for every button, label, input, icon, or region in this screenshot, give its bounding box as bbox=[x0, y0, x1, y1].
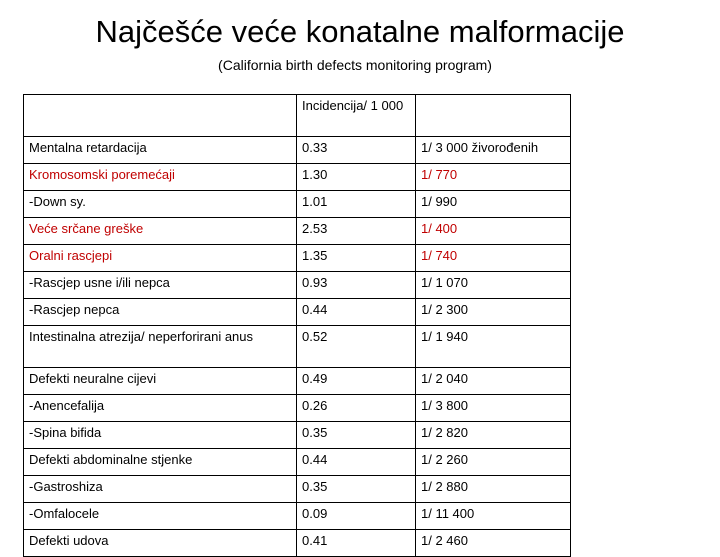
row-incidence-cell: 0.44 bbox=[297, 299, 416, 326]
row-name-cell: -Gastroshiza bbox=[24, 476, 297, 503]
row-ratio-cell: 1/ 1 940 bbox=[416, 326, 571, 368]
row-incidence-cell: 1.30 bbox=[297, 164, 416, 191]
table-row bbox=[24, 299, 571, 326]
row-ratio-cell: 1/ 2 260 bbox=[416, 449, 571, 476]
table-row bbox=[24, 245, 571, 272]
row-ratio-cell: 1/ 3 800 bbox=[416, 395, 571, 422]
row-ratio-cell: 1/ 3 000 živorođenih bbox=[416, 137, 571, 164]
table-row bbox=[24, 272, 571, 299]
header-cell bbox=[24, 95, 297, 137]
row-ratio-cell: 1/ 2 460 bbox=[416, 530, 571, 557]
row-ratio-cell: 1/ 400 bbox=[416, 218, 571, 245]
table-row bbox=[24, 422, 571, 449]
table-row bbox=[24, 395, 571, 422]
table-header-row bbox=[24, 95, 571, 137]
table-row bbox=[24, 218, 571, 245]
row-ratio-cell: 1/ 2 820 bbox=[416, 422, 571, 449]
row-incidence-cell: 0.44 bbox=[297, 449, 416, 476]
row-name-cell: Kromosomski poremećaji bbox=[24, 164, 297, 191]
row-incidence-cell: 0.35 bbox=[297, 422, 416, 449]
row-name-cell: -Anencefalija bbox=[24, 395, 297, 422]
row-name-cell: -Rascjep usne i/ili nepca bbox=[24, 272, 297, 299]
malformations-table bbox=[23, 94, 571, 557]
row-name-cell: Intestinalna atrezija/ neperforirani anus bbox=[24, 326, 297, 368]
table-row bbox=[24, 164, 571, 191]
page-title: Najčešće veće konatalne malformacije bbox=[95, 14, 625, 49]
row-ratio-cell: 1/ 1 070 bbox=[416, 272, 571, 299]
header-cell bbox=[416, 95, 571, 137]
page-subtitle: (California birth defects monitoring program) bbox=[218, 57, 492, 73]
row-incidence-cell: 2.53 bbox=[297, 218, 416, 245]
row-incidence-cell: 0.35 bbox=[297, 476, 416, 503]
row-name-cell: Mentalna retardacija bbox=[24, 137, 297, 164]
row-incidence-cell: 0.93 bbox=[297, 272, 416, 299]
row-ratio-cell: 1/ 11 400 bbox=[416, 503, 571, 530]
row-incidence-cell: 0.33 bbox=[297, 137, 416, 164]
row-incidence-cell: 0.41 bbox=[297, 530, 416, 557]
row-name-cell: Defekti abdominalne stjenke bbox=[24, 449, 297, 476]
table-row bbox=[24, 137, 571, 164]
table-row bbox=[24, 503, 571, 530]
row-ratio-cell: 1/ 770 bbox=[416, 164, 571, 191]
row-incidence-cell: 1.35 bbox=[297, 245, 416, 272]
row-name-cell: -Rascjep nepca bbox=[24, 299, 297, 326]
row-ratio-cell: 1/ 740 bbox=[416, 245, 571, 272]
table-row bbox=[24, 191, 571, 218]
row-name-cell: -Down sy. bbox=[24, 191, 297, 218]
table-row bbox=[24, 368, 571, 395]
row-incidence-cell: 0.49 bbox=[297, 368, 416, 395]
row-name-cell: Defekti udova bbox=[24, 530, 297, 557]
row-name-cell: Defekti neuralne cijevi bbox=[24, 368, 297, 395]
table-row bbox=[24, 326, 571, 368]
row-ratio-cell: 1/ 2 300 bbox=[416, 299, 571, 326]
row-incidence-cell: 1.01 bbox=[297, 191, 416, 218]
row-incidence-cell: 0.26 bbox=[297, 395, 416, 422]
row-ratio-cell: 1/ 2 880 bbox=[416, 476, 571, 503]
row-incidence-cell: 0.52 bbox=[297, 326, 416, 368]
table-row bbox=[24, 530, 571, 557]
header-cell-incidence: Incidencija/ 1 000 bbox=[297, 95, 416, 137]
row-name-cell: -Spina bifida bbox=[24, 422, 297, 449]
row-ratio-cell: 1/ 2 040 bbox=[416, 368, 571, 395]
row-name-cell: Veće srčane greške bbox=[24, 218, 297, 245]
table-row bbox=[24, 449, 571, 476]
row-name-cell: Oralni rascjepi bbox=[24, 245, 297, 272]
row-incidence-cell: 0.09 bbox=[297, 503, 416, 530]
table-row bbox=[24, 476, 571, 503]
row-ratio-cell: 1/ 990 bbox=[416, 191, 571, 218]
row-name-cell: -Omfalocele bbox=[24, 503, 297, 530]
